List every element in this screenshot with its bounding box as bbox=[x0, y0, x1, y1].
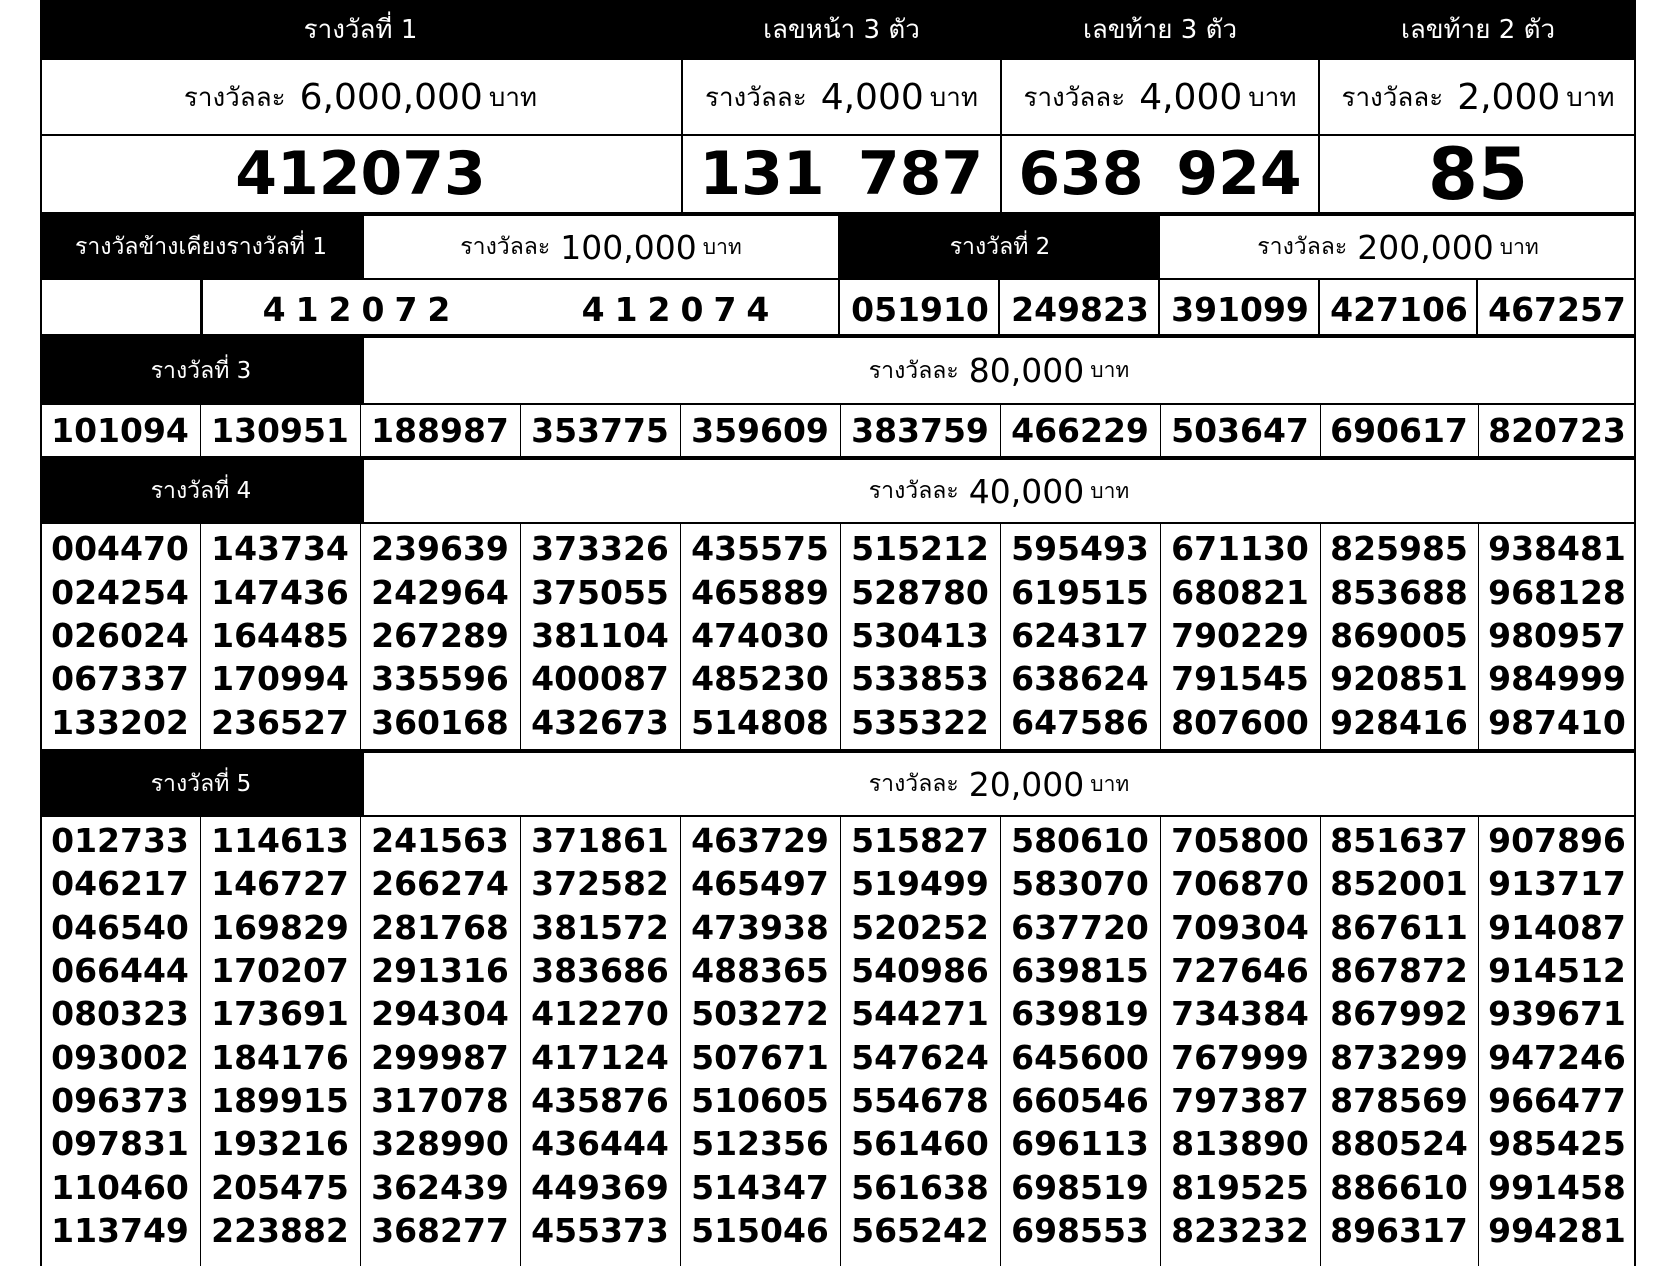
second-prize-amount bbox=[1160, 216, 1636, 278]
divider bbox=[520, 403, 521, 456]
fifth-prize-number: 880524 bbox=[1330, 1124, 1468, 1164]
amount-value: 80,000 bbox=[968, 351, 1085, 390]
fifth-prize-number: 520252 bbox=[851, 907, 989, 947]
fourth-prize-number: 638624 bbox=[1011, 659, 1149, 699]
fourth-prize-number: 968128 bbox=[1488, 572, 1626, 612]
fifth-prize-number: 080323 bbox=[51, 994, 189, 1034]
fourth-prize-number: 671130 bbox=[1171, 529, 1309, 569]
fifth-prize-number: 449369 bbox=[531, 1167, 669, 1207]
fifth-prize-number: 193216 bbox=[211, 1124, 349, 1164]
fourth-prize-number: 920851 bbox=[1330, 659, 1468, 699]
divider bbox=[360, 815, 361, 1266]
fifth-prize-number: 819525 bbox=[1171, 1167, 1309, 1207]
fourth-prize-number: 373326 bbox=[531, 529, 669, 569]
fourth-prize-header bbox=[40, 460, 362, 522]
fifth-prize-number: 886610 bbox=[1330, 1167, 1468, 1207]
fifth-prize-number: 767999 bbox=[1171, 1037, 1309, 1077]
third-prize-number: 188987 bbox=[371, 411, 509, 450]
divider bbox=[362, 753, 364, 815]
second-prize-title: รางวัลที่ 2 bbox=[949, 234, 1051, 260]
divider bbox=[1000, 522, 1001, 749]
divider bbox=[1478, 815, 1479, 1266]
fifth-prize-number: 281768 bbox=[371, 907, 509, 947]
amount-unit: บาท bbox=[702, 234, 742, 259]
amount-value: 200,000 bbox=[1357, 227, 1494, 267]
fourth-prize-number: 474030 bbox=[691, 615, 829, 655]
fourth-prize-number: 375055 bbox=[531, 572, 669, 612]
fifth-prize-number: 852001 bbox=[1330, 864, 1468, 904]
fourth-prize-number: 242964 bbox=[371, 572, 509, 612]
fifth-prize-number: 727646 bbox=[1171, 951, 1309, 991]
second-prize-number: 427106 bbox=[1330, 289, 1468, 329]
fifth-prize-number: 455373 bbox=[531, 1210, 669, 1250]
first-prize-number: 412073 bbox=[235, 139, 486, 209]
divider bbox=[520, 522, 521, 749]
fourth-prize-number: 647586 bbox=[1011, 702, 1149, 742]
amount-unit: บาท bbox=[1090, 771, 1130, 796]
fifth-prize-number: 299987 bbox=[371, 1037, 509, 1077]
fifth-prize-number: 417124 bbox=[531, 1037, 669, 1077]
amount-value: 6,000,000 bbox=[299, 76, 483, 118]
divider bbox=[840, 815, 841, 1266]
third-prize-number: 690617 bbox=[1330, 411, 1468, 450]
near-first-amount bbox=[362, 216, 840, 278]
fourth-prize-number: 533853 bbox=[851, 659, 989, 699]
amount-label: รางวัลละ bbox=[868, 771, 959, 797]
fifth-prize-number: 362439 bbox=[371, 1167, 509, 1207]
third-prize-number: 130951 bbox=[211, 411, 349, 450]
divider bbox=[1478, 522, 1479, 749]
fifth-prize-number: 561638 bbox=[851, 1167, 989, 1207]
fifth-prize-number: 734384 bbox=[1171, 994, 1309, 1034]
fifth-prize-number: 368277 bbox=[371, 1210, 509, 1250]
fourth-prize-number: 624317 bbox=[1011, 615, 1149, 655]
fifth-prize-number: 328990 bbox=[371, 1124, 509, 1164]
front3-amount bbox=[683, 60, 1000, 134]
divider bbox=[998, 278, 1000, 334]
fifth-prize-number: 096373 bbox=[51, 1080, 189, 1120]
fourth-prize-number: 938481 bbox=[1488, 529, 1626, 569]
fifth-prize-number: 046217 bbox=[51, 864, 189, 904]
last2-header bbox=[1320, 0, 1636, 58]
divider bbox=[40, 749, 1636, 753]
amount-label: รางวัลละ bbox=[460, 234, 551, 260]
amount-label: รางวัลละ bbox=[704, 82, 807, 113]
amount-value: 40,000 bbox=[968, 471, 1085, 511]
fourth-prize-number: 024254 bbox=[51, 572, 189, 612]
fifth-prize-number: 966477 bbox=[1488, 1080, 1626, 1120]
front3-number-1: 131 bbox=[699, 139, 825, 209]
amount-value: 100,000 bbox=[560, 227, 697, 267]
fourth-prize-number: 485230 bbox=[691, 659, 829, 699]
fourth-prize-number: 267289 bbox=[371, 615, 509, 655]
amount-unit: บาท bbox=[1499, 234, 1539, 259]
amount-unit: บาท bbox=[1248, 82, 1297, 113]
fifth-prize-number: 266274 bbox=[371, 864, 509, 904]
divider bbox=[1478, 403, 1479, 456]
third-prize-number: 503647 bbox=[1171, 411, 1309, 450]
fifth-prize-number: 412270 bbox=[531, 994, 669, 1034]
fifth-prize-title: รางวัลที่ 5 bbox=[150, 771, 252, 797]
divider bbox=[1158, 278, 1160, 334]
fourth-prize-number: 984999 bbox=[1488, 659, 1626, 699]
fifth-prize-number: 698519 bbox=[1011, 1167, 1149, 1207]
fifth-prize-number: 170207 bbox=[211, 951, 349, 991]
amount-label: รางวัลละ bbox=[868, 357, 959, 384]
fifth-prize-number: 189915 bbox=[211, 1080, 349, 1120]
amount-value: 4,000 bbox=[1139, 76, 1243, 118]
fifth-prize-number: 645600 bbox=[1011, 1037, 1149, 1077]
divider bbox=[200, 403, 201, 456]
fourth-prize-number: 236527 bbox=[211, 702, 349, 742]
fourth-prize-number: 530413 bbox=[851, 615, 989, 655]
fifth-prize-number: 540986 bbox=[851, 951, 989, 991]
second-prize-header bbox=[840, 216, 1160, 278]
fourth-prize-number: 239639 bbox=[371, 529, 509, 569]
fifth-prize-number: 561460 bbox=[851, 1124, 989, 1164]
fifth-prize-number: 512356 bbox=[691, 1124, 829, 1164]
amount-label: รางวัลละ bbox=[183, 82, 286, 113]
fourth-prize-number: 853688 bbox=[1330, 572, 1468, 612]
third-prize-number: 383759 bbox=[851, 411, 989, 450]
second-prize-number: 051910 bbox=[851, 289, 989, 329]
fourth-prize-number: 360168 bbox=[371, 702, 509, 742]
divider bbox=[1318, 0, 1320, 212]
frame-left bbox=[40, 0, 42, 1266]
amount-label: รางวัลละ bbox=[1023, 82, 1126, 113]
fifth-prize-number: 514347 bbox=[691, 1167, 829, 1207]
second-prize-number: 467257 bbox=[1488, 289, 1626, 329]
amount-label: รางวัลละ bbox=[1257, 234, 1348, 260]
first-prize-title: รางวัลที่ 1 bbox=[303, 14, 418, 45]
fifth-prize-number: 169829 bbox=[211, 907, 349, 947]
fifth-prize-number: 173691 bbox=[211, 994, 349, 1034]
fifth-prize-number: 436444 bbox=[531, 1124, 669, 1164]
third-prize-title: รางวัลที่ 3 bbox=[150, 357, 252, 384]
fifth-prize-number: 463729 bbox=[691, 821, 829, 861]
frame-right bbox=[1634, 0, 1636, 1266]
fifth-prize-number: 637720 bbox=[1011, 907, 1149, 947]
divider bbox=[1320, 522, 1321, 749]
fifth-prize-number: 093002 bbox=[51, 1037, 189, 1077]
fourth-prize-number: 515212 bbox=[851, 529, 989, 569]
last2-title: เลขท้าย 2 ตัว bbox=[1400, 14, 1556, 45]
near-first-title: รางวัลข้างเคียงรางวัลที่ 1 bbox=[75, 234, 327, 260]
fifth-prize-number: 146727 bbox=[211, 864, 349, 904]
fifth-prize-number: 317078 bbox=[371, 1080, 509, 1120]
third-prize-number: 359609 bbox=[691, 411, 829, 450]
second-prize-number: 391099 bbox=[1171, 289, 1309, 329]
front3-number-2: 787 bbox=[857, 139, 984, 209]
front3-header bbox=[683, 0, 1000, 58]
fourth-prize-number: 595493 bbox=[1011, 529, 1149, 569]
fourth-prize-number: 928416 bbox=[1330, 702, 1468, 742]
fifth-prize-number: 507671 bbox=[691, 1037, 829, 1077]
fifth-prize-number: 991458 bbox=[1488, 1167, 1626, 1207]
fifth-prize-number: 046540 bbox=[51, 907, 189, 947]
fifth-prize-number: 465497 bbox=[691, 864, 829, 904]
fifth-prize-number: 709304 bbox=[1171, 907, 1309, 947]
fifth-prize-number: 515046 bbox=[691, 1210, 829, 1250]
fourth-prize-number: 004470 bbox=[51, 529, 189, 569]
first-prize-header bbox=[40, 0, 681, 58]
divider bbox=[1320, 403, 1321, 456]
fourth-prize-number: 465889 bbox=[691, 572, 829, 612]
divider bbox=[1160, 403, 1161, 456]
near-first-number-2: 412074 bbox=[581, 289, 780, 329]
fifth-prize-number: 698553 bbox=[1011, 1210, 1149, 1250]
fourth-prize-title: รางวัลที่ 4 bbox=[150, 478, 252, 504]
fifth-prize-number: 947246 bbox=[1488, 1037, 1626, 1077]
last3-number-2: 924 bbox=[1176, 139, 1302, 209]
first-prize-amount bbox=[40, 60, 681, 134]
fifth-prize-number: 851637 bbox=[1330, 821, 1468, 861]
fourth-prize-number: 147436 bbox=[211, 572, 349, 612]
fourth-prize-number: 514808 bbox=[691, 702, 829, 742]
amount-unit: บาท bbox=[1090, 358, 1130, 382]
third-prize-amount bbox=[362, 338, 1636, 403]
divider bbox=[200, 522, 201, 749]
fourth-prize-number: 528780 bbox=[851, 572, 989, 612]
divider bbox=[40, 134, 1636, 136]
divider bbox=[1158, 216, 1160, 278]
fifth-prize-number: 823232 bbox=[1171, 1210, 1309, 1250]
fourth-prize-number: 807600 bbox=[1171, 702, 1309, 742]
fifth-prize-number: 660546 bbox=[1011, 1080, 1149, 1120]
fifth-prize-number: 294304 bbox=[371, 994, 509, 1034]
fifth-prize-number: 223882 bbox=[211, 1210, 349, 1250]
divider bbox=[362, 216, 364, 278]
divider bbox=[40, 815, 1636, 817]
fourth-prize-number: 825985 bbox=[1330, 529, 1468, 569]
divider bbox=[681, 0, 683, 212]
amount-unit: บาท bbox=[488, 82, 538, 113]
front3-title: เลขหน้า 3 ตัว bbox=[763, 14, 920, 45]
third-prize-number: 353775 bbox=[531, 411, 669, 450]
fifth-prize-number: 473938 bbox=[691, 907, 829, 947]
fifth-prize-number: 383686 bbox=[531, 951, 669, 991]
divider bbox=[840, 522, 841, 749]
fifth-prize-number: 907896 bbox=[1488, 821, 1626, 861]
fourth-prize-number: 133202 bbox=[51, 702, 189, 742]
divider bbox=[40, 334, 1636, 338]
divider bbox=[1160, 815, 1161, 1266]
fifth-prize-number: 914087 bbox=[1488, 907, 1626, 947]
amount-unit: บาท bbox=[1090, 478, 1130, 503]
fifth-prize-number: 291316 bbox=[371, 951, 509, 991]
second-prize-number: 249823 bbox=[1011, 289, 1149, 329]
divider bbox=[680, 522, 681, 749]
fifth-prize-number: 873299 bbox=[1330, 1037, 1468, 1077]
divider bbox=[1160, 522, 1161, 749]
amount-value: 20,000 bbox=[968, 764, 1085, 804]
fifth-prize-number: 896317 bbox=[1330, 1210, 1468, 1250]
fourth-prize-number: 164485 bbox=[211, 615, 349, 655]
last2-number: 85 bbox=[1427, 136, 1529, 212]
divider bbox=[840, 403, 841, 456]
fifth-prize-number: 913717 bbox=[1488, 864, 1626, 904]
last3-header bbox=[1002, 0, 1318, 58]
fifth-prize-number: 547624 bbox=[851, 1037, 989, 1077]
divider bbox=[680, 403, 681, 456]
last3-amount bbox=[1002, 60, 1318, 134]
fifth-prize-number: 583070 bbox=[1011, 864, 1149, 904]
fourth-prize-number: 619515 bbox=[1011, 572, 1149, 612]
divider bbox=[200, 278, 203, 334]
divider bbox=[520, 815, 521, 1266]
fourth-prize-number: 980957 bbox=[1488, 615, 1626, 655]
fifth-prize-number: 012733 bbox=[51, 821, 189, 861]
fourth-prize-number: 400087 bbox=[531, 659, 669, 699]
fourth-prize-number: 067337 bbox=[51, 659, 189, 699]
divider bbox=[680, 815, 681, 1266]
fifth-prize-number: 696113 bbox=[1011, 1124, 1149, 1164]
fifth-prize-number: 503272 bbox=[691, 994, 829, 1034]
fifth-prize-number: 372582 bbox=[531, 864, 669, 904]
last2-amount bbox=[1320, 60, 1636, 134]
third-prize-number: 820723 bbox=[1488, 411, 1626, 450]
fifth-prize-number: 867872 bbox=[1330, 951, 1468, 991]
third-prize-number: 466229 bbox=[1011, 411, 1149, 450]
lottery-results-sheet bbox=[40, 0, 1636, 1266]
fifth-prize-number: 554678 bbox=[851, 1080, 989, 1120]
fifth-prize-number: 205475 bbox=[211, 1167, 349, 1207]
fourth-prize-number: 680821 bbox=[1171, 572, 1309, 612]
fifth-prize-number: 241563 bbox=[371, 821, 509, 861]
divider bbox=[1476, 278, 1478, 334]
divider bbox=[40, 58, 1636, 60]
fifth-prize-number: 813890 bbox=[1171, 1124, 1309, 1164]
fifth-prize-header bbox=[40, 753, 362, 815]
fifth-prize-number: 565242 bbox=[851, 1210, 989, 1250]
amount-label: รางวัลละ bbox=[868, 478, 959, 504]
last3-title: เลขท้าย 3 ตัว bbox=[1082, 14, 1238, 45]
fifth-prize-number: 114613 bbox=[211, 821, 349, 861]
fifth-prize-number: 488365 bbox=[691, 951, 829, 991]
last3-number-1: 638 bbox=[1018, 139, 1144, 209]
fifth-prize-number: 097831 bbox=[51, 1124, 189, 1164]
divider bbox=[1000, 0, 1002, 212]
fifth-prize-number: 797387 bbox=[1171, 1080, 1309, 1120]
fifth-prize-number: 371861 bbox=[531, 821, 669, 861]
fifth-prize-number: 867611 bbox=[1330, 907, 1468, 947]
divider bbox=[838, 216, 840, 334]
fifth-prize-number: 878569 bbox=[1330, 1080, 1468, 1120]
divider bbox=[362, 460, 364, 522]
third-prize-number: 101094 bbox=[51, 411, 189, 450]
fifth-prize-number: 435876 bbox=[531, 1080, 669, 1120]
fifth-prize-number: 113749 bbox=[51, 1210, 189, 1250]
fifth-prize-number: 705800 bbox=[1171, 821, 1309, 861]
fourth-prize-number: 335596 bbox=[371, 659, 509, 699]
fifth-prize-number: 939671 bbox=[1488, 994, 1626, 1034]
divider bbox=[360, 522, 361, 749]
fourth-prize-number: 170994 bbox=[211, 659, 349, 699]
fifth-prize-number: 110460 bbox=[51, 1167, 189, 1207]
amount-value: 4,000 bbox=[820, 76, 924, 118]
fifth-prize-number: 510605 bbox=[691, 1080, 829, 1120]
fifth-prize-number: 639815 bbox=[1011, 951, 1149, 991]
fourth-prize-number: 987410 bbox=[1488, 702, 1626, 742]
fifth-prize-number: 639819 bbox=[1011, 994, 1149, 1034]
divider bbox=[40, 403, 1636, 405]
fifth-prize-number: 184176 bbox=[211, 1037, 349, 1077]
fifth-prize-number: 066444 bbox=[51, 951, 189, 991]
fifth-prize-number: 515827 bbox=[851, 821, 989, 861]
divider bbox=[1000, 815, 1001, 1266]
divider bbox=[200, 815, 201, 1266]
amount-unit: บาท bbox=[929, 82, 978, 113]
divider bbox=[1318, 278, 1320, 334]
fifth-prize-number: 519499 bbox=[851, 864, 989, 904]
near-first-number-1: 412072 bbox=[262, 289, 461, 329]
amount-label: รางวัลละ bbox=[1341, 82, 1444, 113]
fourth-prize-amount bbox=[362, 460, 1636, 522]
fourth-prize-number: 869005 bbox=[1330, 615, 1468, 655]
fifth-prize-number: 381572 bbox=[531, 907, 669, 947]
divider bbox=[1000, 403, 1001, 456]
divider bbox=[362, 338, 364, 403]
near-first-header bbox=[40, 216, 362, 278]
fourth-prize-number: 790229 bbox=[1171, 615, 1309, 655]
amount-value: 2,000 bbox=[1457, 76, 1561, 118]
fourth-prize-number: 143734 bbox=[211, 529, 349, 569]
fourth-prize-number: 435575 bbox=[691, 529, 829, 569]
divider bbox=[1320, 815, 1321, 1266]
fourth-prize-number: 535322 bbox=[851, 702, 989, 742]
fourth-prize-number: 026024 bbox=[51, 615, 189, 655]
divider bbox=[360, 403, 361, 456]
third-prize-header bbox=[40, 338, 362, 403]
fifth-prize-number: 706870 bbox=[1171, 864, 1309, 904]
fifth-prize-number: 914512 bbox=[1488, 951, 1626, 991]
divider bbox=[40, 456, 1636, 460]
fourth-prize-number: 381104 bbox=[531, 615, 669, 655]
fourth-prize-number: 432673 bbox=[531, 702, 669, 742]
fifth-prize-number: 994281 bbox=[1488, 1210, 1626, 1250]
fifth-prize-number: 580610 bbox=[1011, 821, 1149, 861]
fifth-prize-number: 544271 bbox=[851, 994, 989, 1034]
fifth-prize-amount bbox=[362, 753, 1636, 815]
divider bbox=[40, 522, 1636, 524]
fifth-prize-number: 985425 bbox=[1488, 1124, 1626, 1164]
amount-unit: บาท bbox=[1566, 82, 1615, 113]
fourth-prize-number: 791545 bbox=[1171, 659, 1309, 699]
fifth-prize-number: 867992 bbox=[1330, 994, 1468, 1034]
